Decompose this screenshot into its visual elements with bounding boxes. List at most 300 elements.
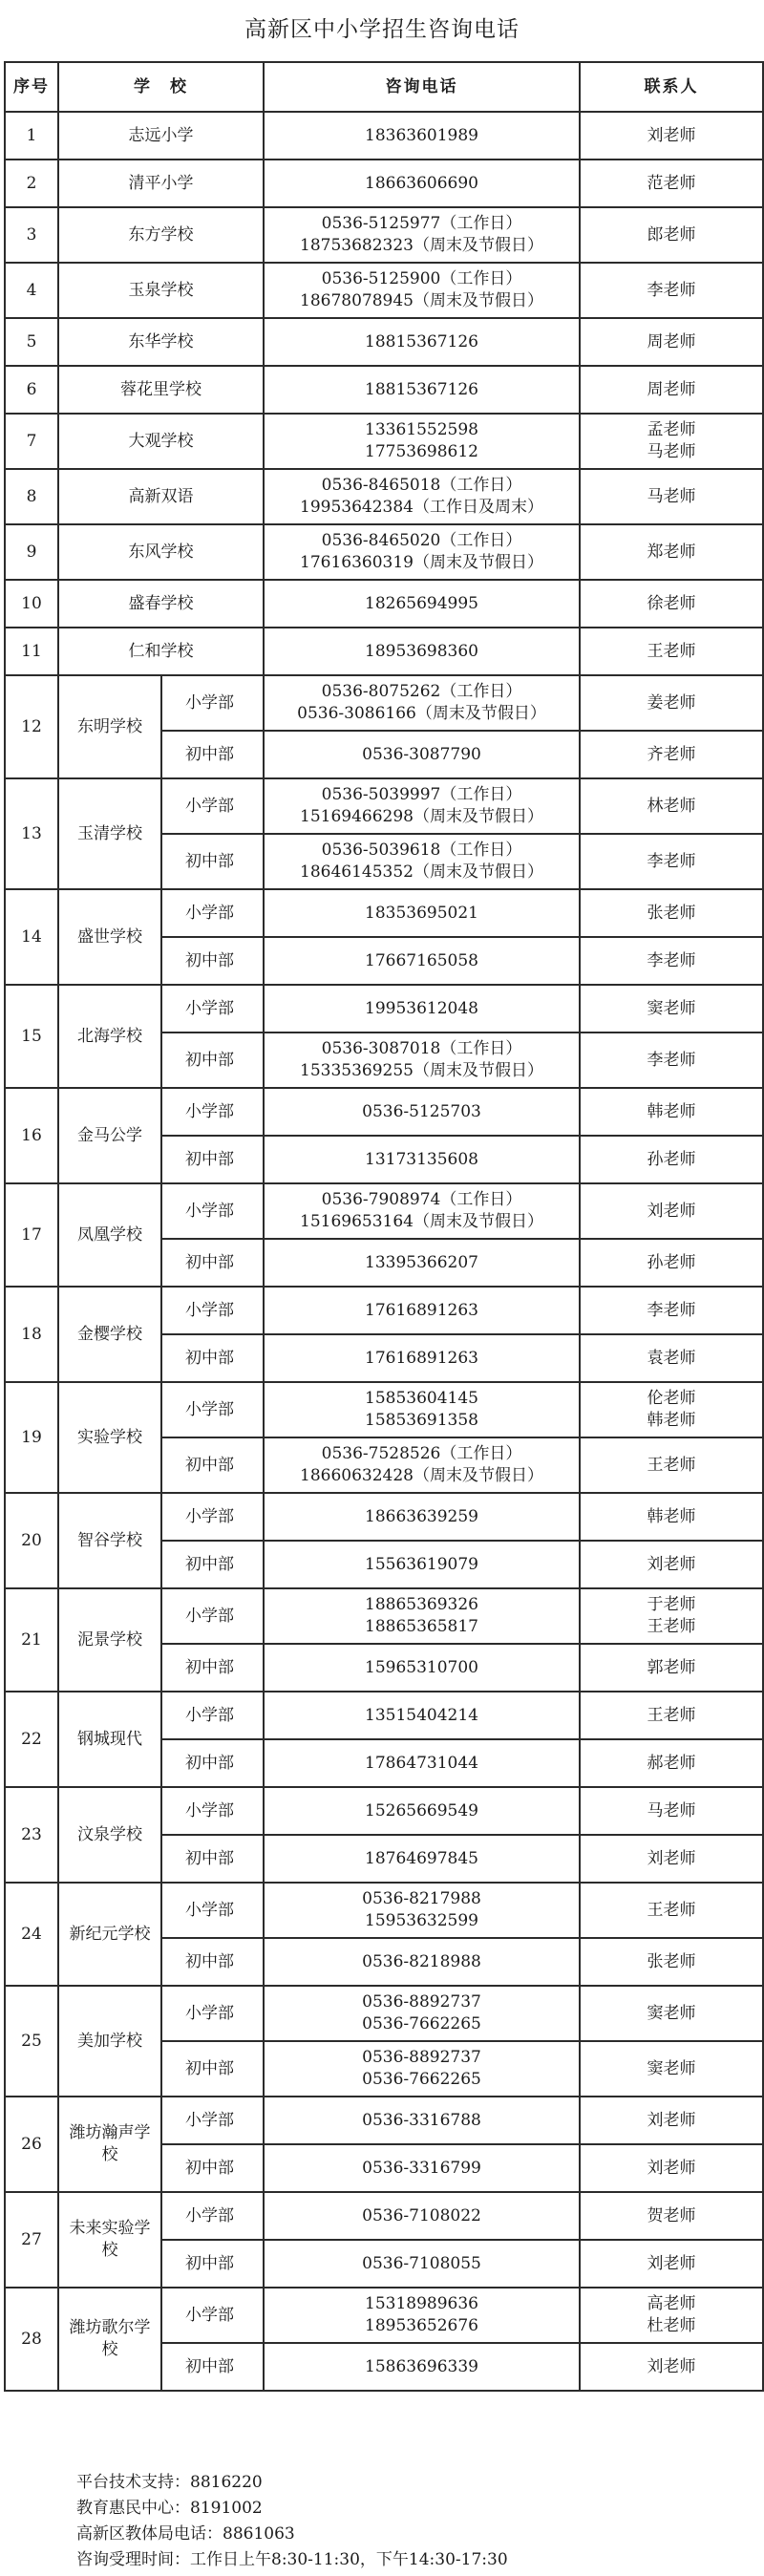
contact-table: [4, 61, 764, 2392]
contact-cell: [580, 1541, 763, 1588]
contact-name: 孙老师: [647, 1149, 696, 1169]
contact-name: 刘老师: [647, 2356, 696, 2376]
phone-number: 0536-5125977（工作日）: [321, 214, 522, 233]
contact-cell: [580, 1883, 763, 1938]
contact-name: 韩老师: [647, 1411, 696, 1430]
table-row: [5, 628, 763, 675]
contact-name: 刘老师: [647, 2158, 696, 2178]
school-name: 东明学校: [58, 675, 161, 778]
department-name: 小学部: [161, 985, 264, 1033]
school-name: 新纪元学校: [58, 1883, 161, 1986]
school-name: 东方学校: [58, 207, 264, 263]
table-row: [5, 1883, 763, 1938]
phone-cell: [264, 675, 580, 731]
school-name: 蓉花里学校: [58, 366, 264, 414]
row-number: 25: [5, 1986, 58, 2097]
department-name: 初中部: [161, 1739, 264, 1787]
phone-number: 15169653164（周末及节假日）: [300, 1212, 543, 1231]
table-row: [5, 778, 763, 834]
phone-number: 0536-8465020（工作日）: [321, 531, 522, 550]
phone-number: 18753682323（周末及节假日）: [300, 236, 543, 255]
row-number: 13: [5, 778, 58, 889]
phone-number: 0536-8892737: [362, 1992, 481, 2012]
phone-cell: [264, 889, 580, 937]
phone-number: 17667165058: [365, 950, 478, 970]
contact-cell: [580, 207, 763, 263]
school-name: 北海学校: [58, 985, 161, 1088]
contact-cell: [580, 2097, 763, 2144]
contact-name: 刘老师: [647, 2253, 696, 2273]
phone-cell: [264, 1692, 580, 1739]
school-name: 美加学校: [58, 1986, 161, 2097]
phone-number: 18363601989: [365, 125, 478, 145]
school-name: 潍坊瀚声学校: [58, 2097, 161, 2192]
contact-cell: [580, 318, 763, 366]
contact-cell: [580, 1088, 763, 1136]
phone-number: 18953698360: [365, 641, 478, 661]
contact-cell: [580, 1493, 763, 1541]
contact-cell: [580, 778, 763, 834]
phone-number: 0536-7662265: [362, 2070, 481, 2089]
contact-cell: [580, 580, 763, 628]
header-no: 序号: [5, 62, 58, 112]
phone-cell: [264, 580, 580, 628]
department-name: 小学部: [161, 1088, 264, 1136]
contact-name: 林老师: [647, 796, 696, 816]
phone-cell: [264, 414, 580, 469]
phone-number: 18265694995: [365, 593, 478, 613]
contact-name: 郎老师: [647, 224, 696, 245]
phone-number: 18660632428（周末及节假日）: [300, 1466, 543, 1485]
contact-cell: [580, 1644, 763, 1692]
contact-cell: [580, 1136, 763, 1183]
school-name: 未来实验学校: [58, 2192, 161, 2288]
row-number: 5: [5, 318, 58, 366]
phone-cell: [264, 1239, 580, 1287]
phone-number: 15965310700: [365, 1657, 478, 1677]
department-name: 小学部: [161, 778, 264, 834]
contact-name: 郭老师: [647, 1657, 696, 1677]
phone-number: 15335369255（周末及节假日）: [300, 1061, 543, 1080]
contact-cell: [580, 524, 763, 580]
row-number: 2: [5, 160, 58, 207]
phone-number: 18663639259: [365, 1506, 478, 1526]
footer-line: 平台技术支持：8816220: [76, 2473, 263, 2492]
school-name: 大观学校: [58, 414, 264, 469]
phone-cell: [264, 1183, 580, 1239]
contact-name: 刘老师: [647, 1201, 696, 1221]
phone-number: 0536-5039618（工作日）: [321, 841, 522, 860]
footer-line: 高新区教体局电话：8861063: [76, 2524, 295, 2544]
contact-name: 郝老师: [647, 1753, 696, 1773]
contact-cell: [580, 1588, 763, 1644]
school-name: 盛春学校: [58, 580, 264, 628]
phone-cell: [264, 112, 580, 160]
contact-name: 李老师: [647, 950, 696, 970]
contact-name: 孟老师: [647, 420, 696, 439]
contact-name: 窦老师: [647, 998, 696, 1018]
contact-cell: [580, 1334, 763, 1382]
row-number: 12: [5, 675, 58, 778]
phone-number: 17864731044: [365, 1753, 478, 1773]
department-name: 初中部: [161, 2144, 264, 2192]
contact-name: 窦老师: [647, 2003, 696, 2023]
phone-number: 15853604145: [365, 1389, 478, 1408]
contact-name: 刘老师: [647, 2110, 696, 2130]
phone-cell: [264, 1088, 580, 1136]
table-row: [5, 1692, 763, 1739]
phone-cell: [264, 1136, 580, 1183]
contact-name: 韩老师: [647, 1506, 696, 1526]
table-row: [5, 414, 763, 469]
contact-name: 孙老师: [647, 1252, 696, 1272]
header-phone: 咨询电话: [264, 62, 580, 112]
contact-cell: [580, 889, 763, 937]
row-number: 15: [5, 985, 58, 1088]
phone-number: 18764697845: [365, 1848, 478, 1868]
contact-cell: [580, 1787, 763, 1835]
phone-cell: [264, 1787, 580, 1835]
row-number: 16: [5, 1088, 58, 1183]
contact-cell: [580, 1287, 763, 1334]
phone-number: 0536-8218988: [362, 1951, 481, 1971]
department-name: 初中部: [161, 834, 264, 889]
row-number: 21: [5, 1588, 58, 1692]
contact-cell: [580, 1239, 763, 1287]
school-name: 泥景学校: [58, 1588, 161, 1692]
table-row: [5, 207, 763, 263]
contact-cell: [580, 985, 763, 1033]
school-name: 实验学校: [58, 1382, 161, 1493]
phone-number: 19953642384（工作日及周末）: [300, 498, 543, 517]
department-name: 初中部: [161, 1239, 264, 1287]
header-school: 学 校: [58, 62, 264, 112]
contact-cell: [580, 2343, 763, 2391]
contact-name: 李老师: [647, 280, 696, 300]
phone-number: 19953612048: [365, 998, 478, 1018]
school-name: 东华学校: [58, 318, 264, 366]
phone-number: 18865365817: [365, 1617, 478, 1636]
table-row: [5, 366, 763, 414]
department-name: 小学部: [161, 2192, 264, 2240]
contact-name: 于老师: [647, 1595, 696, 1614]
phone-number: 18815367126: [365, 331, 478, 351]
phone-cell: [264, 628, 580, 675]
phone-number: 0536-7528526（工作日）: [321, 1444, 522, 1463]
contact-name: 马老师: [647, 442, 696, 461]
contact-name: 马老师: [647, 486, 696, 506]
phone-number: 0536-8465018（工作日）: [321, 476, 522, 495]
table-row: [5, 1287, 763, 1334]
phone-number: 17616891263: [365, 1348, 478, 1368]
contact-name: 伦老师: [647, 1389, 696, 1408]
phone-number: 0536-3316788: [362, 2110, 481, 2130]
contact-name: 王老师: [647, 1617, 696, 1636]
phone-cell: [264, 937, 580, 985]
phone-cell: [264, 731, 580, 778]
phone-number: 0536-8075262（工作日）: [321, 682, 522, 701]
department-name: 初中部: [161, 1644, 264, 1692]
contact-cell: [580, 2240, 763, 2288]
phone-number: 18678078945（周末及节假日）: [300, 291, 543, 310]
row-number: 17: [5, 1183, 58, 1287]
phone-number: 0536-3087790: [362, 744, 481, 764]
phone-number: 0536-5039997（工作日）: [321, 785, 522, 804]
department-name: 初中部: [161, 2343, 264, 2391]
row-number: 24: [5, 1883, 58, 1986]
contact-name: 张老师: [647, 903, 696, 923]
school-name: 仁和学校: [58, 628, 264, 675]
phone-number: 0536-7108022: [362, 2205, 481, 2225]
phone-number: 0536-7662265: [362, 2014, 481, 2033]
phone-number: 15169466298（周末及节假日）: [300, 807, 543, 826]
contact-cell: [580, 414, 763, 469]
row-number: 18: [5, 1287, 58, 1382]
table-row: [5, 580, 763, 628]
school-name: 高新双语: [58, 469, 264, 524]
contact-cell: [580, 2288, 763, 2343]
phone-number: 15318989636: [365, 2294, 478, 2313]
phone-number: 0536-8892737: [362, 2048, 481, 2067]
contact-name: 徐老师: [647, 593, 696, 613]
contact-cell: [580, 834, 763, 889]
contact-cell: [580, 1033, 763, 1088]
phone-number: 15563619079: [365, 1554, 478, 1574]
phone-number: 0536-8217988: [362, 1889, 481, 1908]
phone-number: 0536-3087018（工作日）: [321, 1039, 522, 1058]
phone-cell: [264, 2343, 580, 2391]
row-number: 1: [5, 112, 58, 160]
table-row: [5, 160, 763, 207]
table-row: [5, 1382, 763, 1437]
school-name: 盛世学校: [58, 889, 161, 985]
phone-cell: [264, 2041, 580, 2097]
phone-cell: [264, 1437, 580, 1493]
phone-cell: [264, 207, 580, 263]
contact-name: 王老师: [647, 1455, 696, 1475]
phone-cell: [264, 1644, 580, 1692]
department-name: 小学部: [161, 1588, 264, 1644]
phone-number: 0536-5125703: [362, 1101, 481, 1121]
table-row: [5, 469, 763, 524]
contact-cell: [580, 1692, 763, 1739]
phone-cell: [264, 1033, 580, 1088]
table-row: [5, 524, 763, 580]
department-name: 初中部: [161, 1437, 264, 1493]
row-number: 14: [5, 889, 58, 985]
department-name: 初中部: [161, 1334, 264, 1382]
school-name: 凤凰学校: [58, 1183, 161, 1287]
footer-line: 咨询受理时间：工作日上午8:30-11:30，下午14:30-17:30: [76, 2550, 508, 2569]
row-number: 26: [5, 2097, 58, 2192]
phone-cell: [264, 2288, 580, 2343]
contact-name: 李老师: [647, 1050, 696, 1070]
school-name: 志远小学: [58, 112, 264, 160]
phone-number: 18663606690: [365, 173, 478, 193]
phone-number: 17616360319（周末及节假日）: [300, 553, 543, 572]
contact-name: 高老师: [647, 2294, 696, 2313]
row-number: 22: [5, 1692, 58, 1787]
header-row: [5, 62, 763, 112]
school-name: 金樱学校: [58, 1287, 161, 1382]
table-row: [5, 263, 763, 318]
phone-number: 0536-7108055: [362, 2253, 481, 2273]
contact-name: 刘老师: [647, 1554, 696, 1574]
phone-cell: [264, 1493, 580, 1541]
contact-cell: [580, 2192, 763, 2240]
school-name: 东风学校: [58, 524, 264, 580]
contact-cell: [580, 1986, 763, 2041]
phone-cell: [264, 1835, 580, 1883]
contact-cell: [580, 1437, 763, 1493]
table-row: [5, 1493, 763, 1541]
phone-number: 18646145352（周末及节假日）: [300, 862, 543, 882]
department-name: 初中部: [161, 1541, 264, 1588]
row-number: 28: [5, 2288, 58, 2391]
phone-cell: [264, 1883, 580, 1938]
phone-cell: [264, 263, 580, 318]
contact-name: 杜老师: [647, 2316, 696, 2335]
footer-info: [76, 2470, 508, 2573]
department-name: 初中部: [161, 1938, 264, 1986]
department-name: 初中部: [161, 731, 264, 778]
department-name: 小学部: [161, 1986, 264, 2041]
contact-name: 李老师: [647, 1300, 696, 1320]
school-name: 金马公学: [58, 1088, 161, 1183]
table-row: [5, 1183, 763, 1239]
phone-number: 18815367126: [365, 379, 478, 399]
department-name: 初中部: [161, 937, 264, 985]
department-name: 小学部: [161, 889, 264, 937]
page-title: 高新区中小学招生咨询电话: [244, 17, 520, 42]
phone-cell: [264, 524, 580, 580]
contact-cell: [580, 1382, 763, 1437]
contact-cell: [580, 628, 763, 675]
contact-cell: [580, 1835, 763, 1883]
phone-cell: [264, 1382, 580, 1437]
contact-name: 贺老师: [647, 2205, 696, 2225]
school-name: 智谷学校: [58, 1493, 161, 1588]
phone-cell: [264, 778, 580, 834]
contact-name: 马老师: [647, 1800, 696, 1820]
row-number: 8: [5, 469, 58, 524]
school-name: 钢城现代: [58, 1692, 161, 1787]
department-name: 小学部: [161, 1493, 264, 1541]
phone-number: 15853691358: [365, 1411, 478, 1430]
contact-name: 王老师: [647, 1705, 696, 1725]
phone-number: 13361552598: [365, 420, 478, 439]
phone-cell: [264, 160, 580, 207]
phone-number: 15863696339: [365, 2356, 478, 2376]
school-name: 汶泉学校: [58, 1787, 161, 1883]
department-name: 初中部: [161, 1835, 264, 1883]
phone-cell: [264, 469, 580, 524]
table-row: [5, 985, 763, 1033]
row-number: 4: [5, 263, 58, 318]
phone-cell: [264, 1938, 580, 1986]
header-contact: 联系人: [580, 62, 763, 112]
school-name: 玉清学校: [58, 778, 161, 889]
contact-name: 刘老师: [647, 1848, 696, 1868]
phone-number: 17753698612: [365, 442, 478, 461]
department-name: 小学部: [161, 1787, 264, 1835]
department-name: 小学部: [161, 1183, 264, 1239]
phone-number: 17616891263: [365, 1300, 478, 1320]
contact-cell: [580, 469, 763, 524]
contact-cell: [580, 263, 763, 318]
phone-number: 0536-3316799: [362, 2158, 481, 2178]
contact-name: 王老师: [647, 641, 696, 661]
phone-number: 0536-3086166（周末及节假日）: [297, 704, 546, 723]
phone-cell: [264, 2240, 580, 2288]
contact-cell: [580, 731, 763, 778]
department-name: 小学部: [161, 1382, 264, 1437]
contact-cell: [580, 160, 763, 207]
phone-cell: [264, 834, 580, 889]
department-name: 初中部: [161, 1136, 264, 1183]
department-name: 小学部: [161, 1883, 264, 1938]
department-name: 小学部: [161, 1287, 264, 1334]
phone-number: 13395366207: [365, 1252, 478, 1272]
contact-name: 李老师: [647, 851, 696, 871]
contact-name: 周老师: [647, 331, 696, 351]
contact-cell: [580, 937, 763, 985]
phone-cell: [264, 1334, 580, 1382]
phone-cell: [264, 2144, 580, 2192]
row-number: 6: [5, 366, 58, 414]
phone-cell: [264, 318, 580, 366]
row-number: 7: [5, 414, 58, 469]
contact-name: 齐老师: [647, 744, 696, 764]
phone-cell: [264, 1287, 580, 1334]
department-name: 小学部: [161, 2097, 264, 2144]
phone-cell: [264, 1986, 580, 2041]
contact-name: 窦老师: [647, 2058, 696, 2078]
table-row: [5, 318, 763, 366]
table-row: [5, 675, 763, 731]
contact-name: 王老师: [647, 1900, 696, 1920]
table-row: [5, 1787, 763, 1835]
phone-cell: [264, 985, 580, 1033]
school-name: 玉泉学校: [58, 263, 264, 318]
contact-cell: [580, 1183, 763, 1239]
row-number: 19: [5, 1382, 58, 1493]
footer-line: 教育惠民中心：8191002: [76, 2499, 263, 2518]
phone-number: 18353695021: [365, 903, 478, 923]
table-row: [5, 2097, 763, 2144]
school-name: 潍坊歌尔学校: [58, 2288, 161, 2391]
table-row: [5, 1588, 763, 1644]
department-name: 小学部: [161, 675, 264, 731]
contact-cell: [580, 1739, 763, 1787]
row-number: 27: [5, 2192, 58, 2288]
phone-cell: [264, 2097, 580, 2144]
phone-number: 15953632599: [365, 1911, 478, 1930]
phone-number: 13173135608: [365, 1149, 478, 1169]
phone-cell: [264, 1588, 580, 1644]
phone-number: 13515404214: [365, 1705, 478, 1725]
phone-number: 18953652676: [365, 2316, 478, 2335]
phone-number: 15265669549: [365, 1800, 478, 1820]
department-name: 小学部: [161, 2288, 264, 2343]
phone-cell: [264, 1739, 580, 1787]
row-number: 11: [5, 628, 58, 675]
phone-number: 18865369326: [365, 1595, 478, 1614]
contact-cell: [580, 1938, 763, 1986]
table-row: [5, 1088, 763, 1136]
table-row: [5, 1986, 763, 2041]
row-number: 3: [5, 207, 58, 263]
